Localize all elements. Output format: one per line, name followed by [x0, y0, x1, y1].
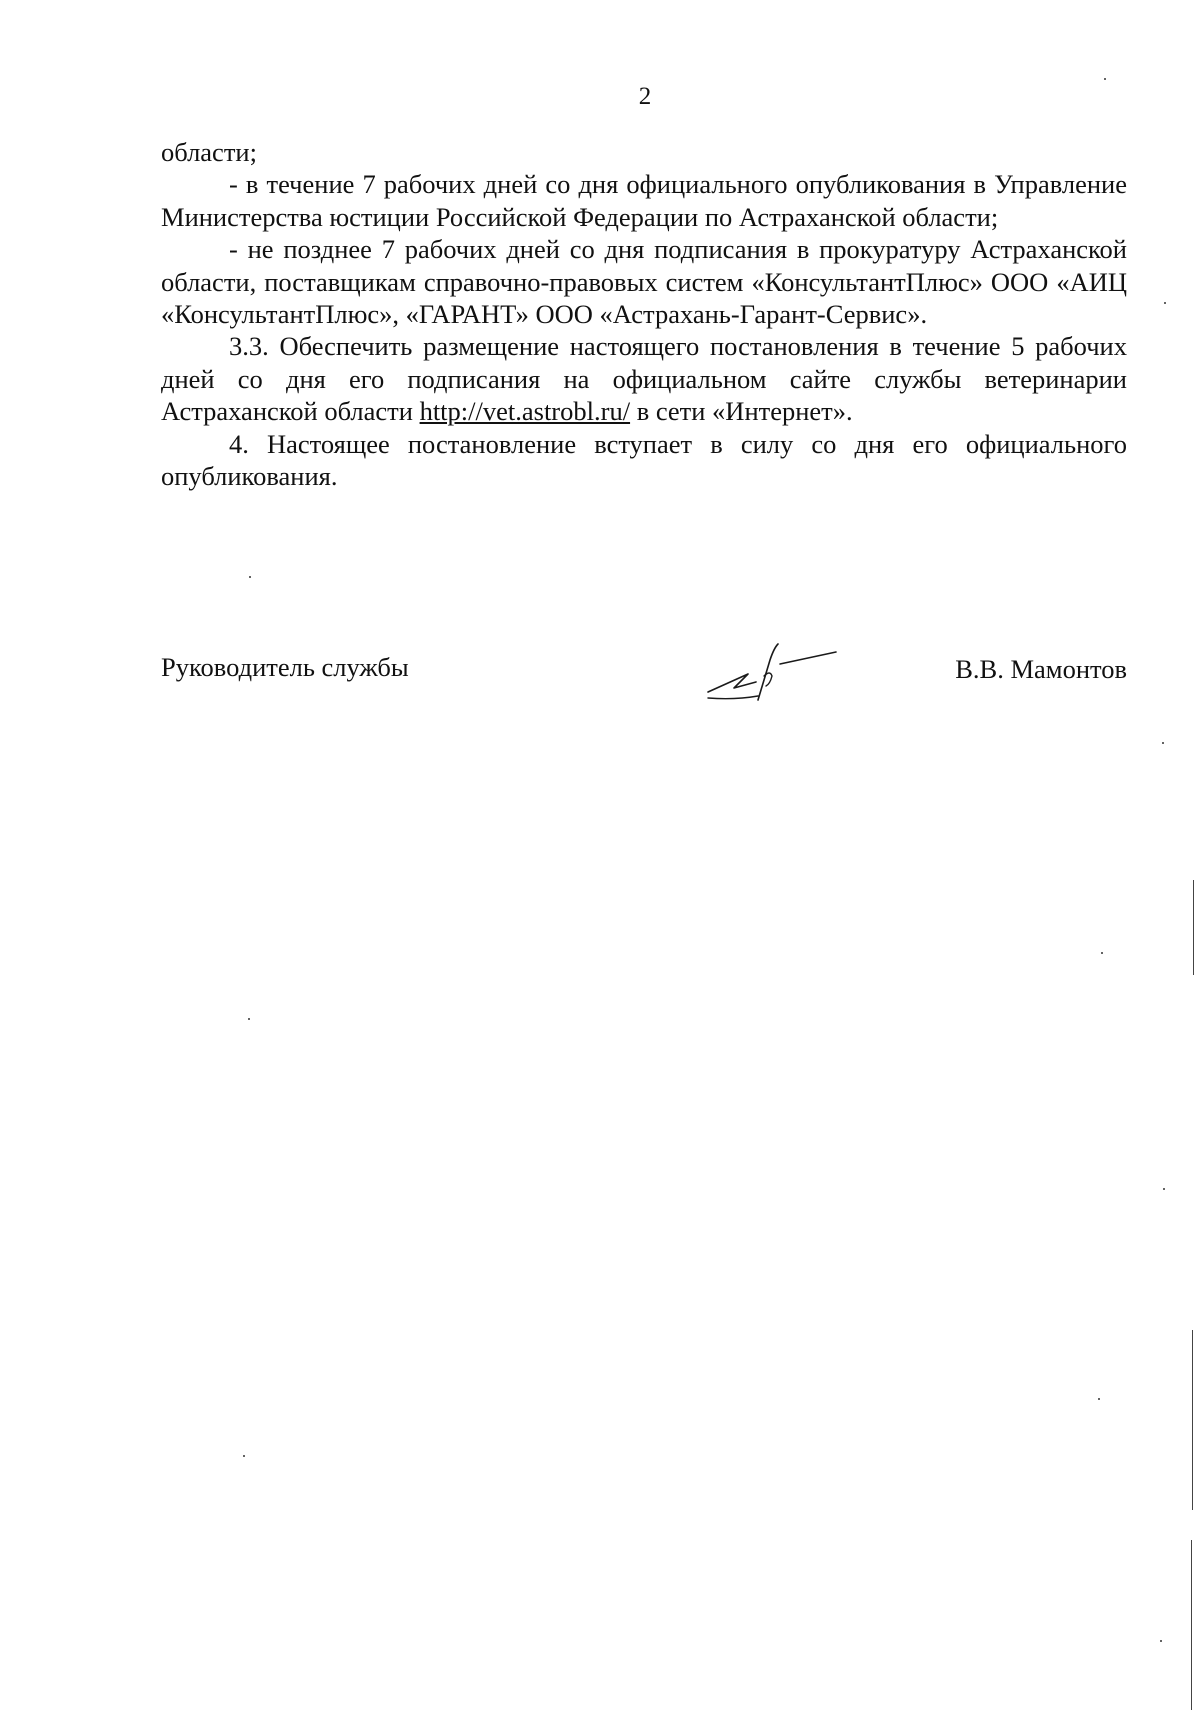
scan-speck: [1104, 78, 1106, 80]
scan-speck: [249, 576, 251, 578]
scan-speck: [1163, 1188, 1165, 1190]
paragraph-3-3-text: 3.3. Обеспечить размещение настоящего постановления в течение 5 рабочих дней со дня его подписания на официальном сайте службы ветеринарии Астраханской области: [161, 331, 1127, 427]
paragraph-3-3-tail: в сети «Интернет».: [630, 396, 853, 427]
signatory-name: В.В. Мамонтов: [955, 654, 1127, 684]
paragraph-4: 4. Настоящее постановление вступает в силу со дня его официального опубликования.: [161, 428, 1127, 492]
page-number: 2: [638, 83, 652, 110]
paragraph-prosecutor: - не позднее 7 рабочих дней со дня подписания в прокуратуру Астраханской области, поставщикам справочно-правовых систем «КонсультантПлюс» ООО «АИЦ «КонсультантПлюс», «ГАРАНТ» ООО «Астрахань-Гарант-Сервис».: [161, 234, 1127, 330]
scan-speck: [1162, 742, 1164, 744]
document-body: [161, 136, 1127, 492]
scan-edge-mark: [1191, 1540, 1192, 1710]
scan-speck: [1160, 1640, 1162, 1642]
website-link[interactable]: http://vet.astrobl.ru/: [419, 396, 631, 427]
signatory-position: Руководитель службы: [161, 652, 409, 682]
paragraph-3-3: [161, 330, 1127, 427]
scan-speck: [248, 1018, 250, 1020]
scan-speck: [1101, 952, 1103, 954]
scan-edge-mark: [1193, 880, 1194, 975]
scan-speck: [1098, 1398, 1100, 1400]
scan-speck: [243, 1455, 245, 1457]
signature-block: [161, 650, 1127, 720]
handwritten-signature: [700, 630, 860, 720]
scan-edge-mark: [1192, 1330, 1193, 1510]
paragraph-justice-ministry: - в течение 7 рабочих дней со дня официального опубликования в Управление Министерства юстиции Российской Федерации по Астраханской области;: [161, 169, 1127, 232]
paragraph-continuation: области;: [161, 137, 257, 167]
scan-speck: [1164, 302, 1166, 304]
